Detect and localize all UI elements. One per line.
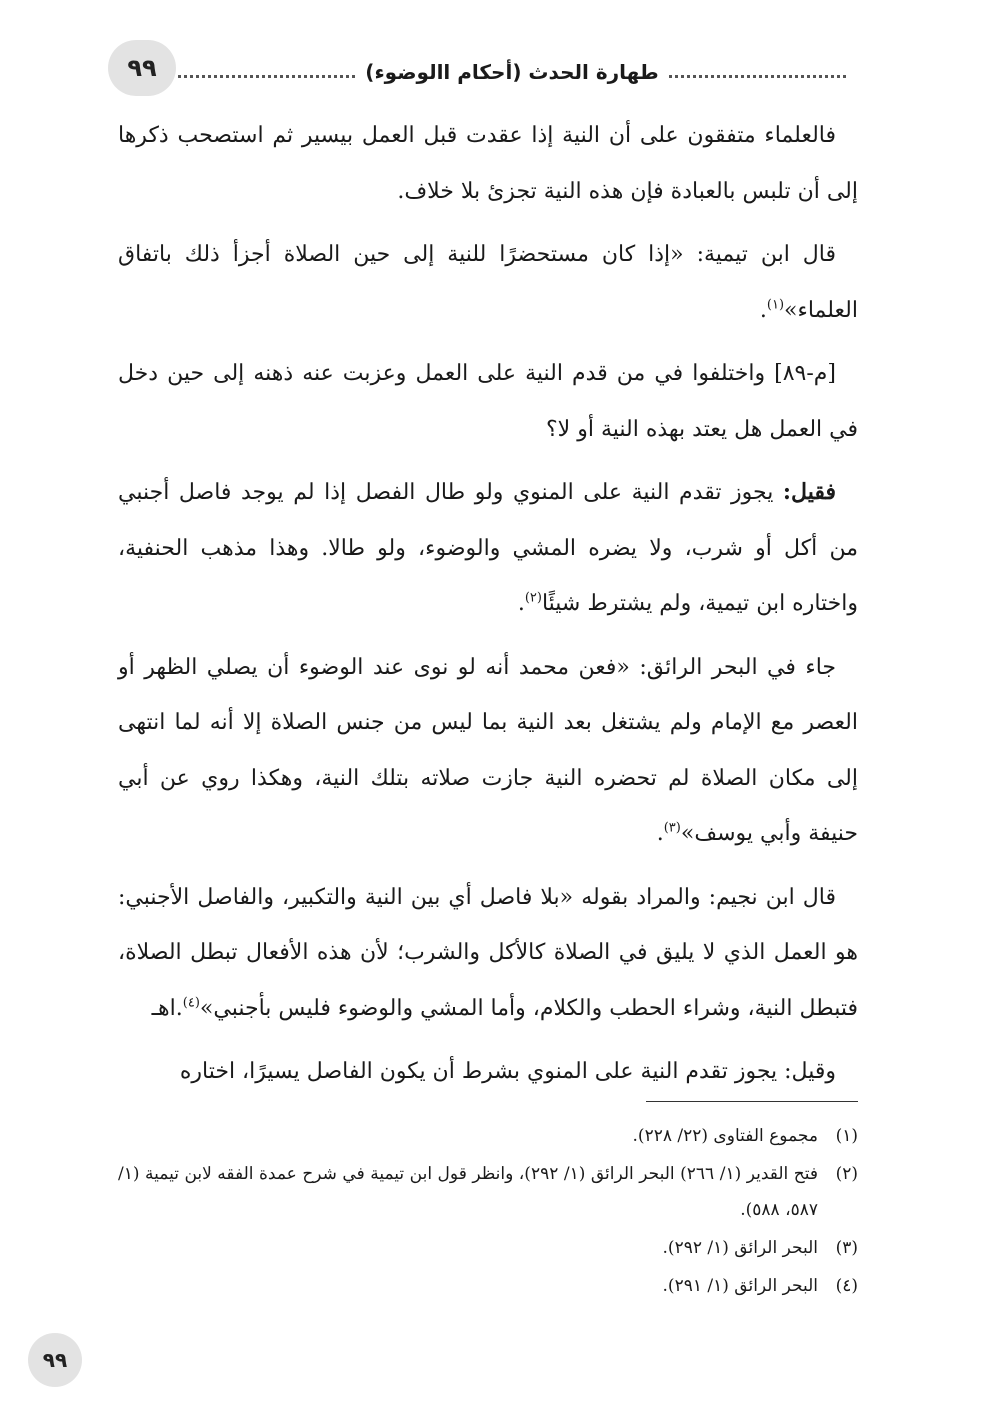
paragraph-6-text: قال ابن نجيم: والمراد بقوله «بلا فاصل أي بين النية والتكبير، والفاصل الأجنبي: هو العمل الذي لا يليق في الصلاة كالأكل والشرب؛ لأن هذه الأفعال تبطل الصلاة، فتبطل النية، وشراء الحطب والكلام، وأما المشي والوضوء فليس بأجنبي»: [118, 884, 858, 1021]
footnote-divider: [646, 1101, 858, 1102]
paragraph-5-text: جاء في البحر الرائق: «فعن محمد أنه لو نوى عند الوضوء أن يصلي الظهر أو العصر مع الإمام ولم يشتغل بعد النية بما ليس من جنس الصلاة إلا أنه لما انتهى إلى مكان الصلاة لم تحضره النية جازت صلاته بتلك النية، وهكذا روي عن أبي حنيفة وأبي يوسف»: [118, 654, 858, 846]
paragraph-5-end: .: [656, 821, 664, 846]
paragraph-2: [118, 227, 858, 338]
page-number-badge: [108, 40, 176, 96]
footnote-ref-1[interactable]: (١): [766, 297, 785, 313]
footnote-text: البحر الرائق (١/ ٢٩٢).: [662, 1238, 818, 1258]
footnote-item: [118, 1118, 858, 1154]
header-title: طهارة الحدث (أحكام االوضوء): [365, 60, 659, 84]
paragraph-7: [118, 1044, 858, 1100]
footer-page-number-badge: [28, 1333, 82, 1387]
footnotes: [118, 1118, 858, 1306]
footnote-ref-4[interactable]: (٤): [182, 995, 200, 1011]
paragraph-4-text: يجوز تقدم النية على المنوي ولو طال الفصل إذا لم يوجد فاصل أجنبي من أكل أو شرب، ولا يضره المشي والوضوء، ولو طالا. وهذا مذهب الحنفية، واختاره ابن تيمية، ولم يشترط شيئًا: [118, 480, 858, 616]
footnote-item: [118, 1230, 858, 1266]
paragraph-4: [118, 465, 858, 632]
paragraph-3-text: [م-٨٩] واختلفوا في من قدم النية على العمل وعزبت عنه ذهنه إلى حين دخل في العمل هل يعتد بهذه النية أو لا؟: [118, 361, 858, 442]
footnote-ref-3[interactable]: (٣): [663, 820, 681, 836]
page-number: ٩٩: [127, 54, 157, 82]
footnote-number: (٤): [835, 1276, 858, 1296]
footer-page-number: ٩٩: [42, 1348, 68, 1372]
running-header: [178, 52, 846, 92]
header-dots-left: [178, 75, 355, 78]
paragraph-4-lead: فقيل:: [782, 479, 836, 505]
footnote-item: [118, 1156, 858, 1228]
paragraph-5: [118, 640, 858, 862]
paragraph-2-text: قال ابن تيمية: «إذا كان مستحضرًا للنية إلى حين الصلاة أجزأ ذلك باتفاق العلماء»: [118, 242, 858, 323]
footnote-number: (٢): [835, 1164, 858, 1184]
footnote-text: البحر الرائق (١/ ٢٩١).: [662, 1276, 818, 1296]
paragraph-4-end: .: [517, 591, 525, 616]
footnote-number: (٣): [835, 1238, 858, 1258]
header-dots-right: [669, 75, 846, 78]
paragraph-2-end: .: [759, 297, 767, 323]
footnote-number: (١): [835, 1126, 858, 1146]
paragraph-6: [118, 870, 858, 1037]
footnote-ref-2[interactable]: (٢): [524, 590, 542, 606]
paragraph-3: [118, 346, 858, 457]
paragraph-7-text: وقيل: يجوز تقدم النية على المنوي بشرط أن يكون الفاصل يسيرًا، اختاره: [179, 1059, 836, 1084]
paragraph-6-end: .اهـ: [151, 995, 183, 1021]
footnote-item: [118, 1268, 858, 1304]
main-text: [118, 108, 858, 1108]
footnote-text: مجموع الفتاوى (٢٢/ ٢٢٨).: [632, 1126, 818, 1146]
paragraph-1-text: فالعلماء متفقون على أن النية إذا عقدت قبل العمل بيسير ثم استصحب ذكرها إلى أن تلبس بالعبادة فإن هذه النية تجزئ بلا خلاف.: [118, 123, 858, 204]
footnote-text: فتح القدير (١/ ٢٦٦) البحر الرائق (١/ ٢٩٢)، وانظر قول ابن تيمية في شرح عمدة الفقه لابن تيمية (١/ ٥٨٧، ٥٨٨).: [118, 1164, 818, 1220]
paragraph-1: [118, 108, 858, 219]
